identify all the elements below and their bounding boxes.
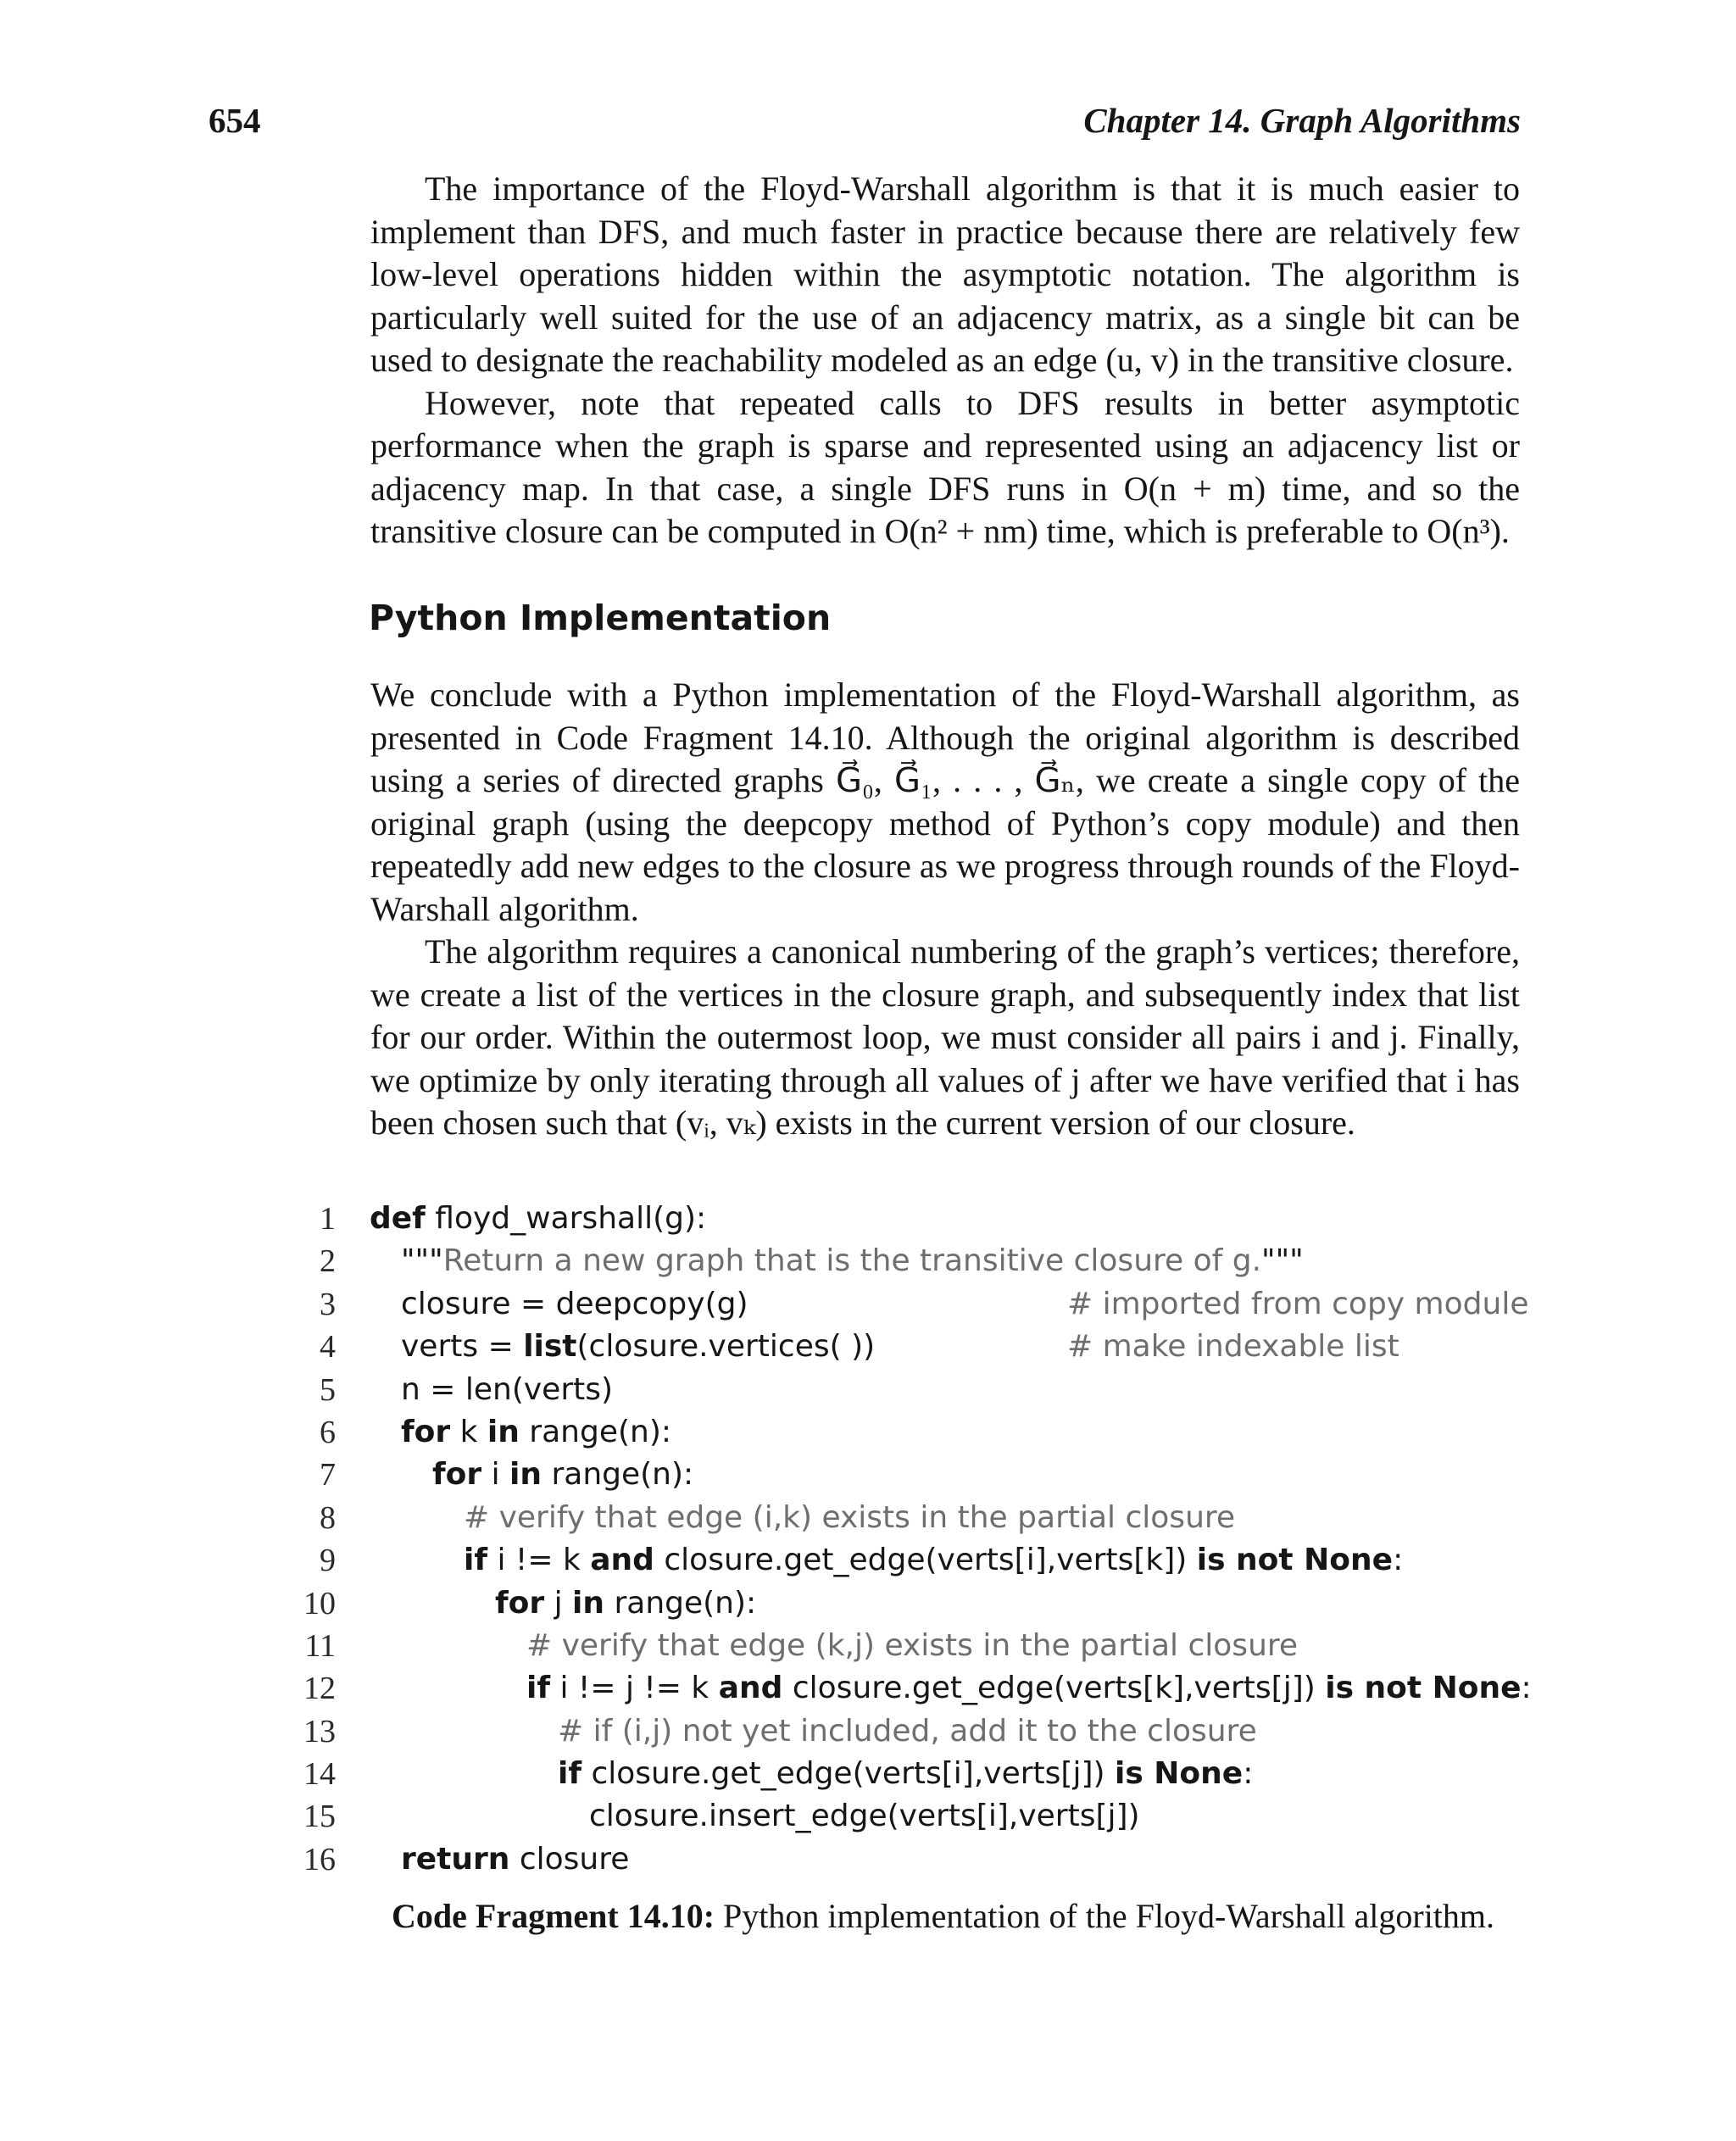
code-line [293, 1753, 1522, 1795]
caption-text: Python implementation of the Floyd-Warshall algorithm. [715, 1897, 1495, 1935]
code-inline-comment: # make indexable list [1067, 1329, 1399, 1365]
code-token: """ [401, 1243, 443, 1279]
code-comment: # if (i,j) not yet included, add it to the closure [558, 1713, 1257, 1749]
line-number: 4 [320, 1329, 336, 1365]
code-text [526, 1667, 1532, 1710]
code-line [293, 1198, 1522, 1240]
code-comment: # verify that edge (k,j) exists in the partial closure [526, 1627, 1299, 1663]
line-number: 11 [304, 1627, 336, 1664]
line-number: 12 [303, 1671, 336, 1707]
paragraph: However, note that repeated calls to DFS results in better asymptotic performance when the graph is sparse and represented using an adjacency list or adjacency map. In that case, a single DFS runs in O(n + m) time, and so the transitive closure can be computed in O(n² + nm) time, which is preferable to O(n³). [370, 383, 1520, 550]
code-text [401, 1283, 748, 1326]
code-text [495, 1582, 756, 1625]
code-text [401, 1326, 875, 1368]
running-head: Chapter 14. Graph Algorithms [1083, 101, 1521, 140]
code-text [464, 1539, 1403, 1582]
code-line [293, 1411, 1522, 1454]
code-keyword: is None [1114, 1756, 1244, 1792]
line-number: 16 [303, 1841, 336, 1877]
code-token: closure.get_edge(verts[k],verts[j]) [782, 1671, 1326, 1706]
code-token: verts = [401, 1329, 524, 1365]
code-text [401, 1838, 629, 1881]
line-number: 2 [320, 1243, 336, 1280]
code-token: n = len(verts) [401, 1371, 614, 1407]
code-token: floyd_warshall(g): [425, 1201, 707, 1236]
page-number: 654 [209, 101, 261, 140]
code-keyword: if [526, 1671, 551, 1706]
code-keyword: and [718, 1671, 783, 1706]
code-line [293, 1240, 1522, 1282]
line-number: 7 [320, 1457, 336, 1493]
code-line [293, 1625, 1522, 1667]
code-keyword: in [509, 1457, 542, 1493]
code-caption [392, 1896, 1494, 1936]
code-line [293, 1497, 1522, 1539]
code-inline-comment: # imported from copy module [1067, 1286, 1529, 1321]
code-token: closure.get_edge(verts[i],verts[j]) [581, 1756, 1115, 1792]
code-text [589, 1795, 1140, 1838]
code-token: : [1243, 1756, 1254, 1792]
code-token: closure [509, 1841, 630, 1877]
code-keyword: is not None [1196, 1543, 1394, 1578]
code-text [370, 1198, 706, 1240]
code-text [432, 1454, 693, 1496]
caption-label: Code Fragment 14.10: [392, 1897, 715, 1935]
code-keyword: in [572, 1585, 605, 1621]
code-token: range(n): [542, 1457, 694, 1493]
paragraph: The algorithm requires a canonical numbering of the graph’s vertices; therefore, we create a list of the vertices in the closure graph, and subsequently index that list for our order. Within the outermost loop, we must consider all pairs i and j. Finally, we optimize by only iterating through all values of j after we have verified that i has been chosen such that (vᵢ, vₖ) exists in the current version of our closure. [370, 932, 1520, 1142]
line-number: 9 [320, 1543, 336, 1579]
code-keyword: list [523, 1329, 577, 1365]
code-keyword: for [432, 1457, 482, 1493]
code-text [558, 1710, 1257, 1753]
code-keyword: if [464, 1543, 488, 1578]
code-keyword: and [590, 1543, 654, 1578]
code-keyword: for [495, 1585, 545, 1621]
code-keyword: def [370, 1201, 426, 1236]
line-number: 1 [320, 1201, 336, 1237]
line-number: 13 [303, 1713, 336, 1749]
code-token: range(n): [519, 1414, 672, 1449]
code-line [293, 1326, 1522, 1368]
code-token: """ [1261, 1243, 1304, 1279]
code-text [464, 1497, 1235, 1539]
line-number: 5 [320, 1371, 336, 1408]
code-line [293, 1795, 1522, 1838]
code-text [401, 1369, 613, 1411]
line-number: 6 [320, 1414, 336, 1450]
section-heading: Python Implementation [369, 598, 832, 638]
code-token: : [1393, 1543, 1404, 1578]
code-token: k [450, 1414, 487, 1449]
code-line [293, 1838, 1522, 1881]
code-line [293, 1667, 1532, 1710]
code-keyword: in [487, 1414, 520, 1449]
code-text [558, 1753, 1253, 1795]
code-token: range(n): [604, 1585, 757, 1621]
code-line [293, 1454, 1522, 1496]
code-line [293, 1283, 1529, 1326]
code-keyword: if [558, 1756, 582, 1792]
implementation-text [370, 674, 1520, 1145]
code-token: (closure.vertices( )) [576, 1329, 876, 1365]
code-line [293, 1582, 1522, 1625]
code-keyword: is not None [1325, 1671, 1522, 1706]
code-comment: Return a new graph that is the transitive closure of g. [442, 1243, 1262, 1279]
code-token: i [481, 1457, 510, 1493]
paragraph: The importance of the Floyd-Warshall algorithm is that it is much easier to implement than DFS, and much faster in practice because there are relatively few low-level operations hidden within the asymptotic notation. The algorithm is particularly well suited for the use of an adjacency matrix, as a single bit can be used to designate the reachability modeled as an edge (u, v) in the transitive closure. [370, 170, 1520, 379]
code-token: i != k [487, 1543, 591, 1578]
line-number: 8 [320, 1499, 336, 1536]
code-token: closure.insert_edge(verts[i],verts[j]) [589, 1799, 1140, 1834]
code-keyword: for [401, 1414, 451, 1449]
line-number: 14 [303, 1756, 336, 1793]
code-token: : [1521, 1671, 1532, 1706]
code-text [526, 1625, 1298, 1667]
code-comment: # verify that edge (i,k) exists in the partial closure [464, 1499, 1236, 1535]
paragraph: We conclude with a Python implementation of the Floyd-Warshall algorithm, as presented in Code Fragment 14.10. Although the original algorithm is described using a series of directed graphs G⃗₀, G⃗₁, . . . , G⃗ₙ, we create a single copy of the original graph (using the deepcopy method of Python’s copy module) and then repeatedly add new edges to the closure as we progress through rounds of the Floyd-Warshall algorithm. [370, 676, 1520, 928]
code-keyword: return [401, 1841, 510, 1877]
line-number: 3 [320, 1286, 336, 1322]
code-token: i != j != k [550, 1671, 719, 1706]
code-token: closure.get_edge(verts[i],verts[k]) [654, 1543, 1197, 1578]
code-listing [293, 1198, 1532, 1881]
code-token: closure = deepcopy(g) [401, 1286, 748, 1321]
line-number: 15 [303, 1799, 336, 1835]
line-number: 10 [303, 1585, 336, 1621]
code-line [293, 1539, 1522, 1582]
code-text [401, 1240, 1304, 1282]
intro-text [370, 168, 1520, 553]
code-text [401, 1411, 671, 1454]
code-line [293, 1710, 1522, 1753]
page-header [209, 100, 1521, 151]
code-token: j [544, 1585, 573, 1621]
code-line [293, 1369, 1522, 1411]
